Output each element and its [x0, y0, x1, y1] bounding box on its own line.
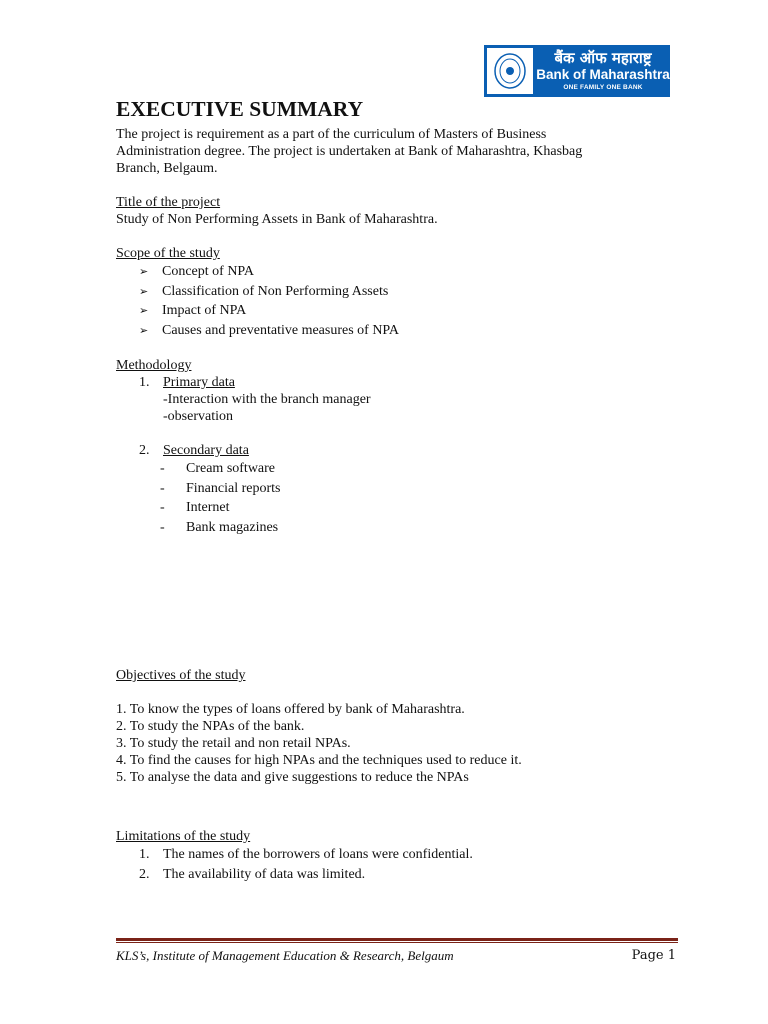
title-section-text: Study of Non Performing Assets in Bank of Maharashtra.: [116, 212, 438, 227]
intro-line: Branch, Belgaum.: [116, 161, 218, 176]
page-title: EXECUTIVE SUMMARY: [116, 97, 364, 121]
footer-institute: KLS’s, Institute of Management Education & Research, Belgaum: [116, 948, 454, 963]
bank-logo: [484, 45, 670, 97]
logo-english-name: Bank of Maharashtra: [536, 67, 670, 82]
footer-divider: [116, 938, 678, 944]
title-section-label: Title of the project: [116, 195, 221, 210]
primary-data-line: -observation: [163, 409, 233, 424]
secondary-data-list: [116, 459, 676, 537]
objectives-section: [116, 667, 676, 786]
objective-item: 3. To study the retail and non retail NPAs.: [116, 736, 351, 751]
intro-line: The project is requirement as a part of the curriculum of Masters of Business: [116, 127, 547, 142]
list-item: - Financial reports: [160, 480, 281, 496]
page-number: Page 1: [631, 948, 676, 963]
primary-data-heading: 1. Primary data: [139, 375, 235, 390]
objective-item: 1. To know the types of loans offered by bank of Maharashtra.: [116, 702, 465, 717]
scope-label: Scope of the study: [116, 246, 220, 261]
logo-tagline: ONE FAMILY ONE BANK: [563, 83, 643, 91]
limitation-item: 1. The names of the borrowers of loans were confidential.: [139, 847, 473, 862]
list-item: - Bank magazines: [160, 519, 279, 535]
objectives-label: Objectives of the study: [116, 668, 246, 683]
intro-line: Administration degree. The project is undertaken at Bank of Maharashtra, Khasbag: [116, 144, 583, 159]
arrow-bullet-icon: ➢: [139, 323, 149, 337]
scope-list: [116, 262, 676, 340]
objective-item: 4. To find the causes for high NPAs and the techniques used to reduce it.: [116, 753, 522, 768]
arrow-bullet-icon: ➢: [139, 265, 149, 278]
list-item: ➢ Concept of NPA: [139, 262, 676, 282]
list-item: ➢ Impact of NPA: [139, 301, 676, 321]
list-item: - Cream software: [160, 461, 276, 476]
limitations-label: Limitations of the study: [116, 829, 251, 844]
objective-item: 5. To analyse the data and give suggestions to reduce the NPAs: [116, 770, 469, 785]
document-body: [116, 96, 676, 884]
methodology-label: Methodology: [116, 358, 192, 373]
limitations-section: [116, 828, 676, 884]
arrow-bullet-icon: ➢: [139, 304, 149, 317]
primary-data-line: -Interaction with the branch manager: [163, 392, 371, 407]
list-item: ➢ Causes and preventative measures of NPA: [139, 321, 676, 341]
secondary-data-heading: 2. Secondary data: [139, 443, 249, 458]
list-item: - Internet: [160, 500, 230, 515]
list-item: ➢ Classification of Non Performing Assets: [139, 282, 676, 302]
arrow-bullet-icon: ➢: [139, 284, 149, 298]
intro-paragraph: [116, 126, 676, 177]
objective-item: 2. To study the NPAs of the bank.: [116, 719, 305, 734]
limitation-item: 2. The availability of data was limited.: [139, 866, 366, 882]
logo-hindi-name: बैंक ऑफ महाराष्ट्र: [554, 49, 652, 67]
bank-seal-icon: [487, 48, 533, 94]
